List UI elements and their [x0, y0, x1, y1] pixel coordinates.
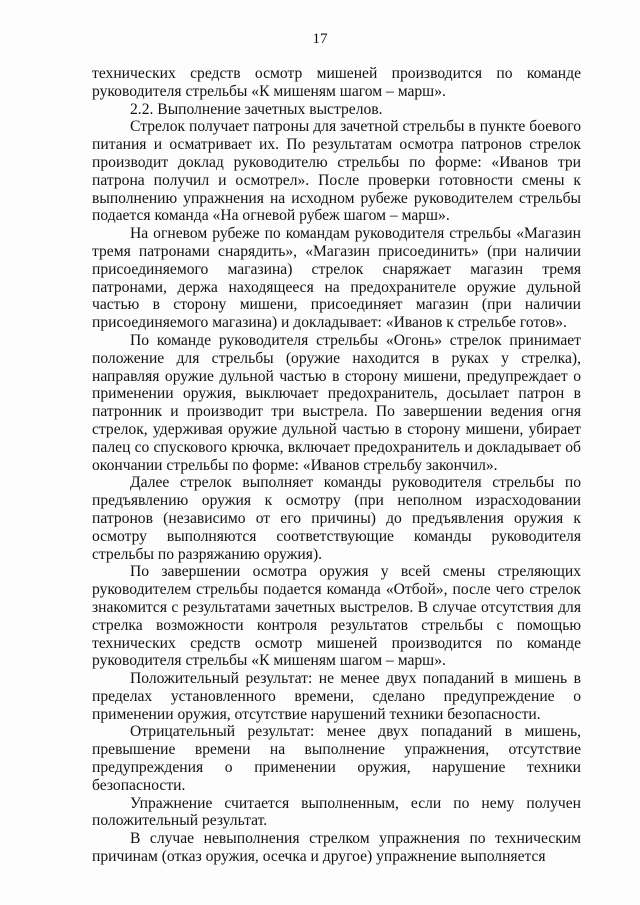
- paragraph-continuation: технических средств осмотр мишеней производится по команде руководителя стрельбы «К мишеням шагом – марш».: [92, 65, 581, 100]
- paragraph: По команде руководителя стрельбы «Огонь» стрелок принимает положение для стрельбы (оружие находится в руках у стрелка), направляя оружие дульной частью в сторону мишени, предупреждает о применении оружия, выключает предохранитель, досылает патрон в патронник и производит три выстрела. По завершении ведения огня стрелок, удерживая оружие дульной частью в сторону мишени, убирает палец со спускового крючка, включает предохранитель и докладывает об окончании стрельбы по форме: «Иванов стрельбу закончил».: [92, 331, 581, 474]
- paragraph: Стрелок получает патроны для зачетной стрельбы в пункте боевого питания и осматривает их. По результатам осмотра патронов стрелок производит доклад руководителю стрельбы по форме: «Иванов три патрона получил и осмотрел». После проверки готовности смены к выполнению упражнения на исходном рубеже руководителем стрельбы подается команда «На огневой рубеж шагом – марш».: [92, 118, 581, 225]
- paragraph-negative-result: Отрицательный результат: менее двух попаданий в мишень, превышение времени на выполнение упражнения, отсутствие предупреждения о применении оружия, нарушение техники безопасности.: [92, 723, 581, 794]
- paragraph-positive-result: Положительный результат: не менее двух попаданий в мишень в пределах установленного времени, сделано предупреждение о применении оружия, отсутствие нарушений техники безопасности.: [92, 670, 581, 723]
- paragraph: Далее стрелок выполняет команды руководителя стрельбы по предъявлению оружия к осмотру (при неполном израсходовании патронов (независимо от его причины) до предъявления оружия к осмотру выполняются соответствующие команды руководителя стрельбы по разряжанию оружия).: [92, 474, 581, 563]
- paragraph: В случае невыполнения стрелком упражнения по техническим причинам (отказ оружия, осечка и другое) упражнение выполняется: [92, 830, 581, 866]
- paragraph: На огневом рубеже по командам руководителя стрельбы «Магазин тремя патронами снарядить», «Магазин присоединить» (при наличии присоединяемого магазина) стрелок снаряжает магазин тремя патронами, держа находящееся на предохранителе оружие дульной частью в сторону мишени, присоединяет магазин (при наличии присоединяемого магазина) и докладывает: «Иванов к стрельбе готов».: [92, 225, 581, 332]
- section-heading: 2.2. Выполнение зачетных выстрелов.: [130, 100, 383, 118]
- paragraph: По завершении осмотра оружия у всей смены стреляющих руководителем стрельбы подается команда «Отбой», после чего стрелок знакомится с результатами зачетных выстрелов. В случае отсутствия для стрелка возможности контроля результатов стрельбы с помощью технических средств осмотр мишеней производится по команде руководителя стрельбы «К мишеням шагом – марш».: [92, 563, 581, 670]
- page-number: 17: [312, 31, 328, 47]
- paragraph: Упражнение считается выполненным, если по нему получен положительный результат.: [92, 794, 581, 830]
- document-body: [92, 65, 581, 866]
